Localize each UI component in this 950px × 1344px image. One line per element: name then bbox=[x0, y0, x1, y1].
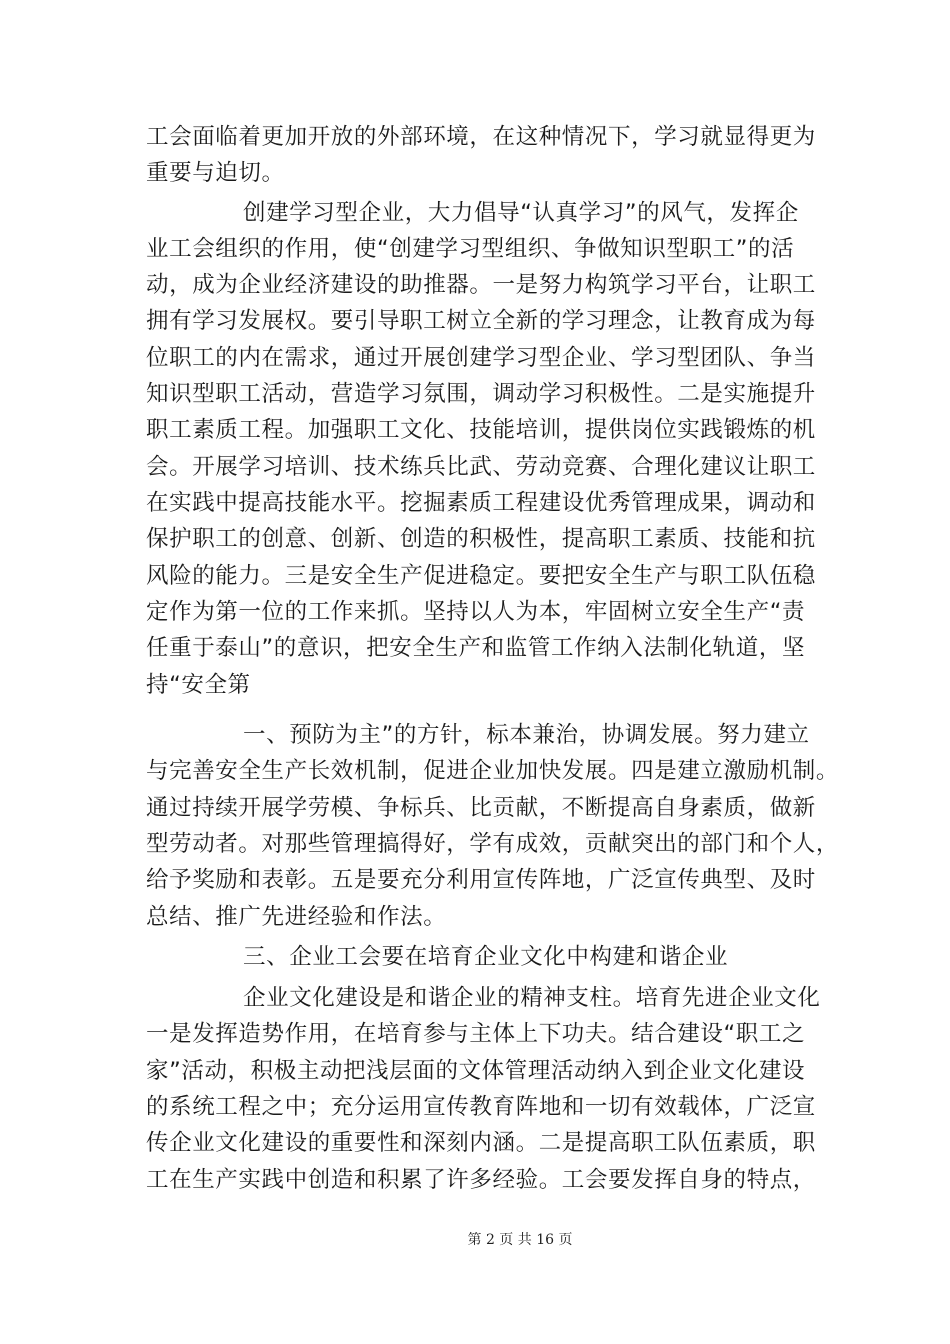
text-line: 家”活动，积极主动把浅层面的文体管理活动纳入到企业文化建设 bbox=[146, 1058, 806, 1084]
text-line: 在实践中提高技能水平。挖掘素质工程建设优秀管理成果，调动和 bbox=[146, 490, 816, 516]
text-line: 定作为第一位的工作来抓。坚持以人为本，牢固树立安全生产“责 bbox=[146, 599, 806, 625]
text-line: 职工素质工程。加强职工文化、技能培训，提供岗位实践锻炼的机 bbox=[146, 417, 816, 443]
paragraph-first-line: 创建学习型企业，大力倡导“认真学习”的风气，发挥企 bbox=[243, 200, 799, 226]
text-line: 工会面临着更加开放的外部环境，在这种情况下，学习就显得更为 bbox=[146, 124, 816, 150]
text-line: 一是发挥造势作用，在培育参与主体上下功夫。结合建设“职工之 bbox=[146, 1021, 806, 1047]
text-line: 知识型职工活动，营造学习氛围，调动学习积极性。二是实施提升 bbox=[146, 381, 816, 407]
text-line: 传企业文化建设的重要性和深刻内涵。二是提高职工队伍素质，职 bbox=[146, 1130, 816, 1156]
text-line: 通过持续开展学劳模、争标兵、比贡献，不断提高自身素质，做新 bbox=[146, 795, 816, 821]
text-line: 与完善安全生产长效机制，促进企业加快发展。四是建立激励机制。 bbox=[146, 758, 840, 784]
paragraph-first-line: 企业文化建设是和谐企业的精神支柱。培育先进企业文化 bbox=[243, 985, 821, 1011]
paragraph-first-line: 一、预防为主”的方针，标本兼治，协调发展。努力建立 bbox=[243, 722, 810, 748]
text-line: 工在生产实践中创造和积累了许多经验。工会要发挥自身的特点， bbox=[146, 1167, 816, 1193]
text-line: 拥有学习发展权。要引导职工树立全新的学习理念，让教育成为每 bbox=[146, 308, 816, 334]
text-line: 会。开展学习培训、技术练兵比武、劳动竞赛、合理化建议让职工 bbox=[146, 454, 816, 480]
section-heading: 三、企业工会要在培育企业文化中构建和谐企业 bbox=[243, 944, 729, 970]
text-line: 总结、推广先进经验和作法。 bbox=[146, 904, 447, 930]
page-number: 第 2 页 共 16 页 bbox=[467, 1232, 573, 1248]
text-line: 动，成为企业经济建设的助推器。一是努力构筑学习平台，让职工 bbox=[146, 272, 816, 298]
text-line: 型劳动者。对那些管理搞得好，学有成效，贡献突出的部门和个人， bbox=[146, 831, 840, 857]
text-line: 风险的能力。三是安全生产促进稳定。要把安全生产与职工队伍稳 bbox=[146, 563, 816, 589]
text-line: 保护职工的创意、创新、创造的积极性，提高职工素质、技能和抗 bbox=[146, 526, 816, 552]
text-line: 重要与迫切。 bbox=[146, 160, 285, 186]
text-line: 位职工的内在需求，通过开展创建学习型企业、学习型团队、争当 bbox=[146, 345, 816, 371]
text-line: 任重于泰山”的意识，把安全生产和监管工作纳入法制化轨道，坚 bbox=[146, 635, 806, 661]
text-line: 的系统工程之中；充分运用宣传教育阵地和一切有效载体，广泛宣 bbox=[146, 1094, 816, 1120]
text-line: 给予奖励和表彰。五是要充分利用宣传阵地，广泛宣传典型、及时 bbox=[146, 867, 816, 893]
text-line: 业工会组织的作用，使“创建学习型组织、争做知识型职工”的活 bbox=[146, 236, 795, 262]
text-line: 持“安全第 bbox=[146, 672, 251, 698]
